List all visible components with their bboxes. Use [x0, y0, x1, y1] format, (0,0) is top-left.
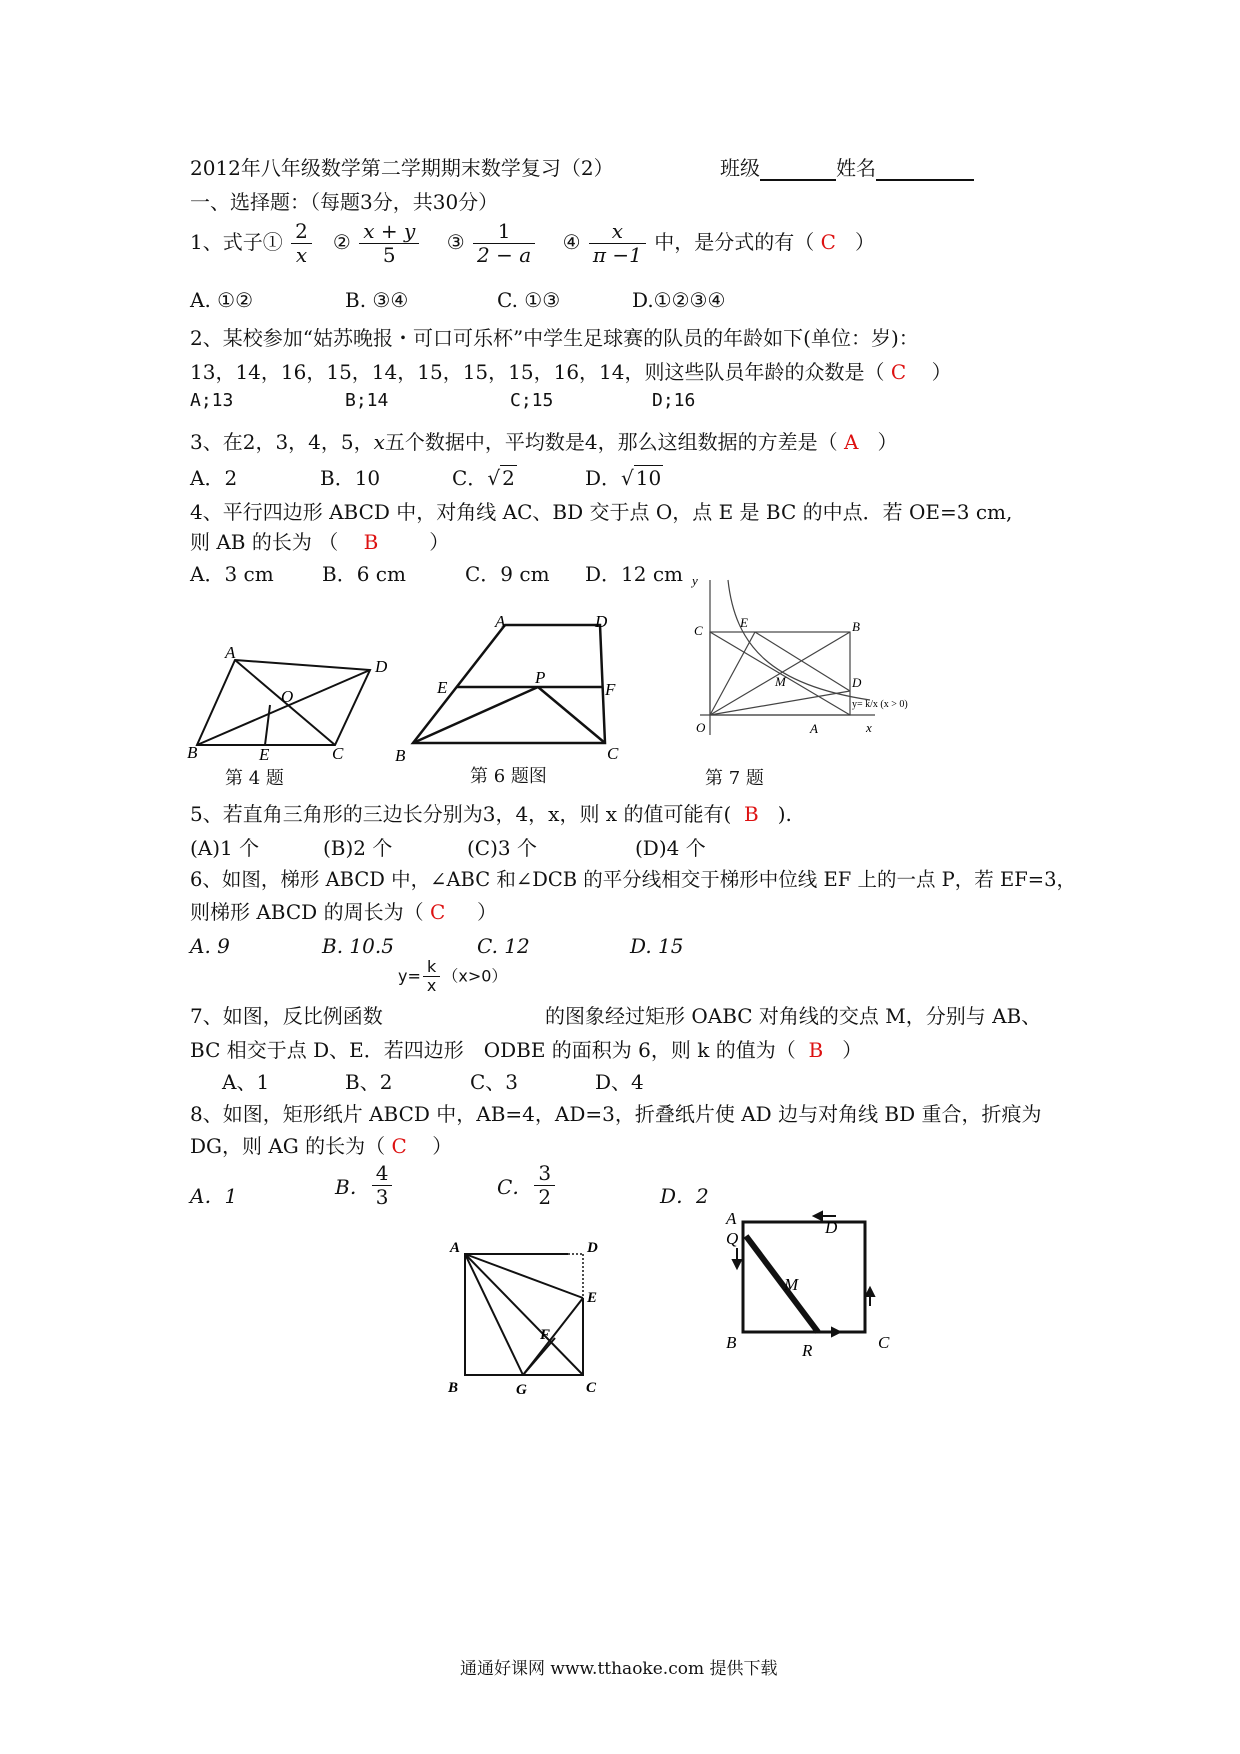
option-c[interactable]: C． $\frac{3}{2}$ — [497, 1162, 557, 1209]
option-c[interactable]: C．9 cm — [465, 562, 550, 586]
answer-2: C — [890, 360, 907, 384]
answer-4: B — [363, 530, 379, 554]
label-o: O — [281, 687, 294, 706]
option-d[interactable]: (D)4 个 — [635, 836, 706, 860]
question-7-line-2: BC 相交于点 D、E．若四边形 ODBE 的面积为 6，则 k 的值为（ B ） — [190, 1038, 863, 1062]
label-d: D — [587, 1240, 598, 1256]
answer-1: C — [820, 230, 836, 254]
option-b[interactable]: B．10 — [320, 466, 381, 490]
option-b[interactable]: B. ③④ — [345, 288, 409, 312]
label-c: C — [586, 1380, 597, 1396]
footer-credit: 通通好课网 www.tthaoke.com 提供下载 — [460, 1659, 778, 1679]
figure-6-caption: 第 6 题图 — [470, 766, 547, 787]
option-d[interactable]: D.①②③④ — [632, 288, 726, 312]
label-r: R — [802, 1341, 813, 1360]
page-title: 2012年八年级数学第二学期期末数学复习（2） — [190, 156, 614, 180]
figure-9-square — [718, 1200, 908, 1360]
question-4-line-2: 则 AB 的长为 （ B ） — [190, 530, 450, 554]
option-a[interactable]: A．2 — [190, 466, 238, 490]
option-c[interactable]: C. ①③ — [497, 288, 561, 312]
figure-4-caption: 第 4 题 — [225, 768, 284, 789]
label-d: D — [595, 615, 608, 631]
class-label: 班级 — [720, 156, 760, 180]
option-a[interactable]: A;13 — [190, 390, 234, 411]
label-q: Q — [726, 1229, 739, 1248]
answer-7: B — [808, 1038, 824, 1062]
label-d: D — [825, 1218, 838, 1237]
option-b[interactable]: B、2 — [345, 1070, 393, 1094]
question-1: 1、式子① $\frac{2}{x}$ ② $\frac{x + y}{5}$ ③ $\frac{1}{2 - a}$ ④ $\frac{x}{\pi -1}$ 中，是分式的有（ C ） — [190, 219, 875, 267]
option-b[interactable]: B． $\frac{4}{3}$ — [335, 1162, 394, 1209]
option-d[interactable]: D．12 cm — [585, 562, 684, 586]
class-blank[interactable] — [760, 159, 836, 181]
question-6-line-1: 6、如图，梯形 ABCD 中，∠ABC 和∠DCB 的平分线相交于梯形中位线 EF 上的一点 P，若 EF=3， — [190, 868, 1076, 891]
label-p: P — [535, 668, 546, 687]
name-blank[interactable] — [876, 159, 974, 181]
sqrt-icon: √ — [487, 466, 501, 490]
question-8-line-2: DG，则 AG 的长为（ C ） — [190, 1134, 453, 1158]
option-b[interactable]: (B)2 个 — [323, 836, 393, 860]
label-d: D — [375, 657, 388, 676]
label-y: y — [692, 575, 698, 588]
answer-6: C — [429, 900, 446, 924]
question-3: 3、在2，3，4，5，x五个数据中，平均数是4，那么这组数据的方差是（ A ） — [190, 430, 898, 454]
label-b: B — [187, 743, 198, 760]
label-a: A — [450, 1240, 461, 1256]
question-7-line-1-prefix: 7、如图，反比例函数 — [190, 1004, 383, 1028]
label-e: E — [740, 615, 748, 630]
label-a: A — [810, 721, 818, 736]
fraction-1: $\frac{2}{x}$ — [291, 220, 312, 267]
label-e: E — [587, 1290, 598, 1306]
option-b[interactable]: B. 10.5 — [322, 934, 394, 958]
label-b: B — [448, 1380, 459, 1396]
fraction-2: $\frac{x + y}{5}$ — [359, 220, 419, 267]
option-c[interactable]: C、3 — [470, 1070, 519, 1094]
option-c[interactable]: (C)3 个 — [467, 836, 537, 860]
question-4-line-1: 4、平行四边形 ABCD 中，对角线 AC、BD 交于点 O，点 E 是 BC 的中点．若 OE=3 cm, — [190, 500, 1013, 524]
option-c[interactable]: C．√ 2 — [452, 466, 515, 490]
question-7-line-1-suffix: 的图象经过矩形 OABC 对角线的交点 M，分别与 AB、 — [545, 1004, 1042, 1028]
label-e: E — [259, 745, 270, 760]
figure-4-parallelogram — [185, 640, 395, 760]
question-6-line-2: 则梯形 ABCD 的周长为（ C ） — [190, 900, 498, 924]
label-m: M — [784, 1275, 799, 1294]
fraction-3: $\frac{1}{2 - a}$ — [473, 220, 535, 267]
label-m: M — [775, 674, 786, 689]
label-g: G — [516, 1382, 527, 1398]
label-b: B — [852, 619, 860, 634]
label-c: C — [878, 1333, 890, 1352]
answer-8: C — [391, 1134, 407, 1158]
option-b[interactable]: B．6 cm — [322, 562, 406, 586]
label-c: C — [332, 744, 344, 760]
label-c: C — [607, 744, 619, 763]
label-f: F — [540, 1327, 551, 1343]
question-8-line-1: 8、如图，矩形纸片 ABCD 中，AB=4，AD=3，折叠纸片使 AD 边与对角线 BD 重合，折痕为 — [190, 1102, 1042, 1126]
option-c[interactable]: C;15 — [510, 390, 554, 411]
label-d: D — [852, 675, 862, 690]
option-d[interactable]: D. 15 — [630, 934, 684, 958]
label-b: B — [395, 746, 406, 765]
label-b: B — [726, 1333, 737, 1352]
option-a[interactable]: A．3 cm — [190, 562, 274, 586]
option-d[interactable]: D．√ 10 — [585, 466, 662, 490]
label-a: A — [726, 1209, 737, 1228]
option-a[interactable]: (A)1 个 — [190, 836, 260, 860]
label-f: F — [605, 680, 616, 699]
option-a[interactable]: A、1 — [222, 1070, 270, 1094]
name-label: 姓名 — [836, 156, 876, 180]
option-d[interactable]: D;16 — [652, 390, 696, 411]
option-b[interactable]: B;14 — [345, 390, 389, 411]
label-a: A — [495, 615, 506, 631]
label-x: x — [866, 720, 872, 735]
sqrt-icon: √ — [621, 466, 634, 490]
section-heading: 一、选择题：（每题3分，共30分） — [190, 190, 499, 214]
question-5: 5、若直角三角形的三边长分别为3，4，x，则 x 的值可能有( B ). — [190, 802, 792, 826]
option-a[interactable]: A. ①② — [190, 288, 254, 312]
figure-8-folded-rectangle — [440, 1238, 610, 1398]
function-label: y= k/x (x > 0) — [852, 699, 908, 710]
student-info — [720, 152, 974, 181]
question-2-line-1: 2、某校参加“姑苏晚报・可口可乐杯”中学生足球赛的队员的年龄如下(单位：岁)： — [190, 326, 919, 350]
label-o: O — [696, 720, 706, 735]
option-a[interactable]: A. 9 — [190, 934, 230, 958]
option-c[interactable]: C. 12 — [477, 934, 530, 958]
label-c: C — [694, 623, 703, 638]
answer-5: B — [743, 802, 759, 826]
figure-7-caption: 第 7 题 — [705, 768, 764, 789]
question-2-line-2: 13，14，16，15，14，15，15，15，16，14，则这些队员年龄的众数是（ C ） — [190, 360, 952, 384]
figure-7-graph — [680, 575, 940, 740]
fraction-4: $\frac{x}{\pi -1}$ — [589, 220, 646, 267]
option-d[interactable]: D、4 — [595, 1070, 644, 1094]
function-formula: y= $\frac{k}{x}$ （x>0） — [398, 957, 508, 996]
option-a[interactable]: A．1 — [190, 1184, 238, 1208]
answer-3: A — [844, 430, 859, 454]
label-e: E — [437, 678, 448, 697]
option-d[interactable]: D．2 — [660, 1184, 709, 1208]
figure-6-trapezoid — [395, 615, 625, 765]
label-a: A — [225, 643, 236, 662]
